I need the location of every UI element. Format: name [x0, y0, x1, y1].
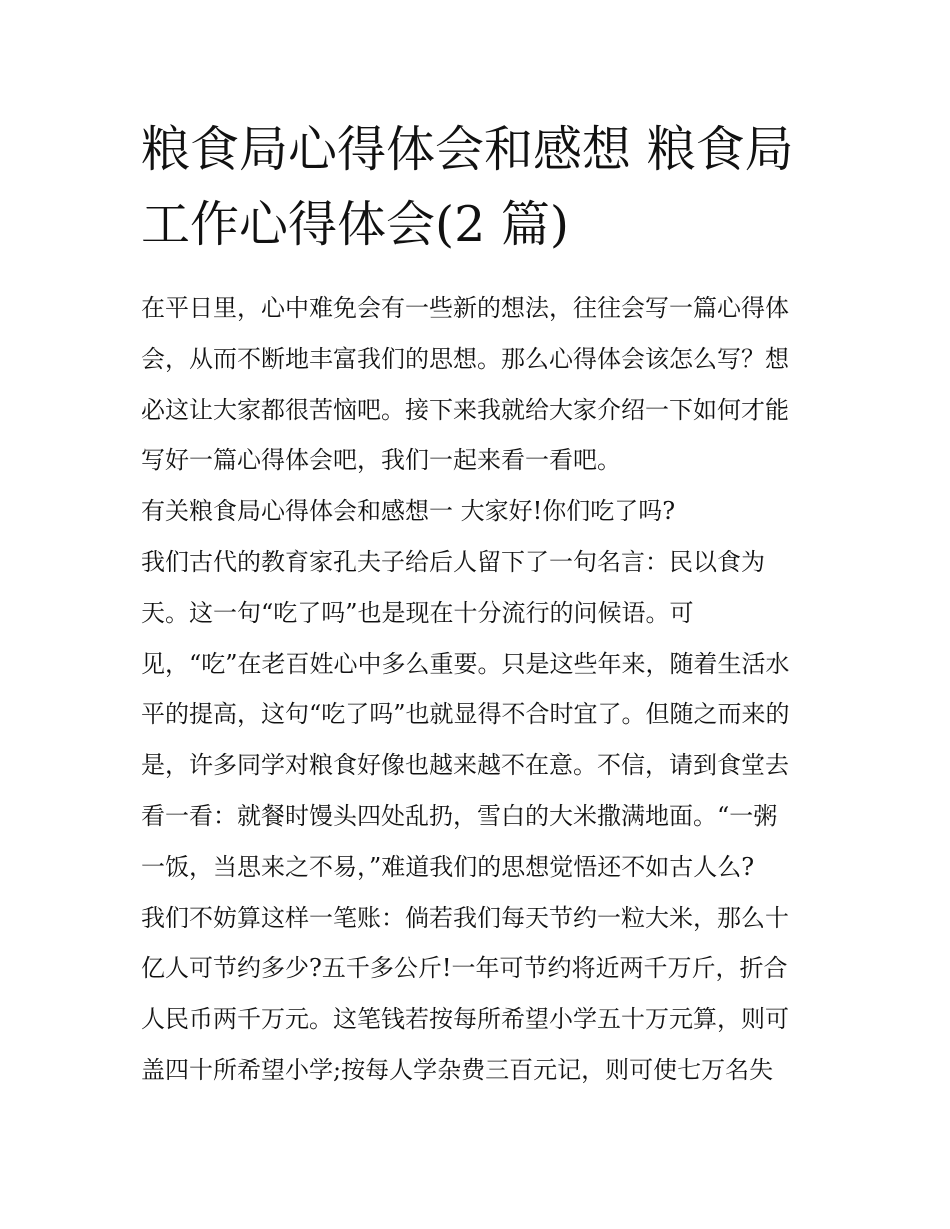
document-body	[141, 283, 816, 1096]
body-line: 见，“吃”在老百姓心中多么重要。只是这些年来，随着生活水	[141, 649, 790, 678]
body-line: 一饭，当思来之不易，”难道我们的思想觉悟还不如古人么?	[141, 852, 755, 881]
body-line: 人民币两千万元。这笔钱若按每所希望小学五十万元算，则可	[141, 1005, 789, 1034]
body-line: 是，许多同学对粮食好像也越来越不在意。不信，请到食堂去	[141, 751, 789, 780]
body-line: 写好一篇心得体会吧，我们一起来看一看吧。	[141, 446, 621, 475]
body-line: 会，从而不断地丰富我们的思想。那么心得体会该怎么写？想	[141, 344, 789, 373]
document-title	[141, 112, 816, 262]
body-line: 有关粮食局心得体会和感想一 大家好!你们吃了吗?	[141, 497, 676, 526]
body-line: 天。这一句“吃了吗”也是现在十分流行的问候语。可	[141, 598, 694, 627]
body-line: 看一看：就餐时馒头四处乱扔，雪白的大米撒满地面。“一粥	[141, 801, 778, 830]
document-content	[141, 112, 816, 1096]
body-line: 盖四十所希望小学;按每人学杂费三百元记，则可使七万名失	[141, 1055, 774, 1084]
body-line: 亿人可节约多少?五千多公斤!一年可节约将近两千万斤，折合	[141, 954, 788, 983]
body-line: 平的提高，这句“吃了吗”也就显得不合时宜了。但随之而来的	[141, 700, 790, 729]
body-line: 我们不妨算这样一笔账：倘若我们每天节约一粒大米，那么十	[141, 903, 789, 932]
body-line: 必这让大家都很苦恼吧。接下来我就给大家介绍一下如何才能	[141, 395, 789, 424]
title-line: 粮食局心得体会和感想 粮食局	[141, 121, 794, 178]
title-line: 工作心得体会(2 篇)	[141, 196, 569, 253]
body-line: 在平日里，心中难免会有一些新的想法，往往会写一篇心得体	[141, 294, 789, 322]
body-line: 我们古代的教育家孔夫子给后人留下了一句名言：民以食为	[141, 547, 765, 576]
